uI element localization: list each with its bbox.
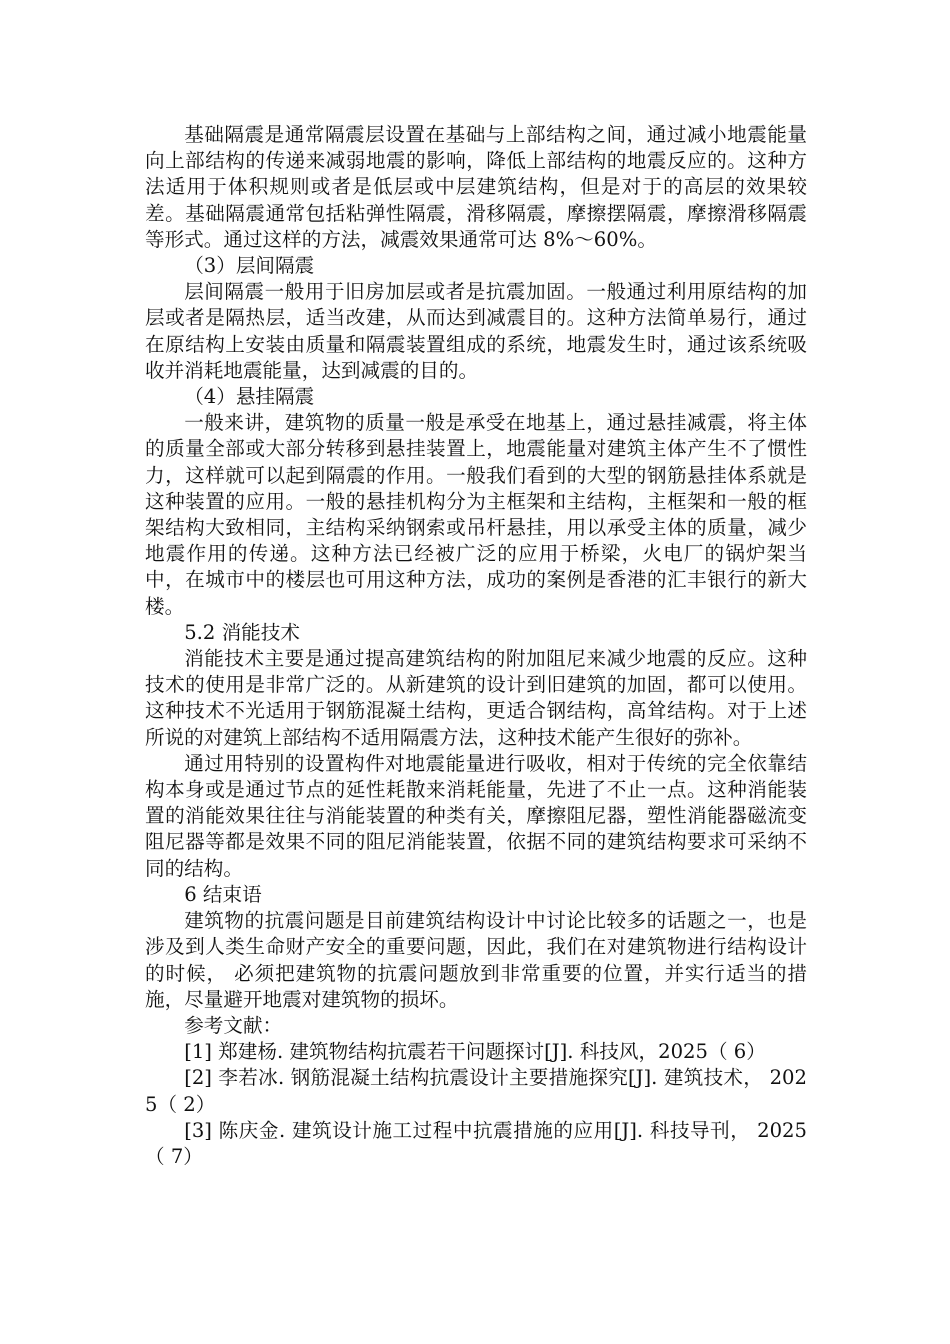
reference-item-1: [1] 郑建杨. 建筑物结构抗震若干问题探讨[J]. 科技风，2025（ 6） (184, 1040, 766, 1064)
reference-item-2: [2] 李若冰. 钢筋混凝土结构抗震设计主要措施探究[J]. 建筑技术， 2025（ 2） (145, 1066, 807, 1116)
paragraph-base-isolation: 基础隔震是通常隔震层设置在基础与上部结构之间，通过减小地震能量向上部结构的传递来减弱地震的影响，降低上部结构的地震反应的。这种方法适用于体积规则或者是低层或中层建筑结构，但是对于的高层的效果较差。基础隔震通常包括粘弹性隔震，滑移隔震，摩擦摆隔震，摩擦滑移隔震等形式。通过这样的方法，减震效果通常可达 8%～60%。 (145, 123, 807, 251)
reference-item-3: [3] 陈庆金. 建筑设计施工过程中抗震措施的应用[J]. 科技导刊， 2025（ 7） (145, 1118, 807, 1168)
heading-interstory-isolation: （3）层间隔震 (184, 254, 315, 278)
paragraph-suspension-isolation: 一般来讲，建筑物的质量一般是承受在地基上，通过悬挂减震，将主体的质量全部或大部分转移到悬挂装置上，地震能量对建筑主体产生不了惯性力，这样就可以起到隔震的作用。一般我们看到的大型的钢筋悬挂体系就是这种装置的应用。一般的悬挂机构分为主框架和主结构，主框架和一般的框架结构大致相同，主结构采纳钢索或吊杆悬挂，用以承受主体的质量，减少地震作用的传递。这种方法已经被广泛的应用于桥梁，火电厂的锅炉架当中，在城市中的楼层也可用这种方法，成功的案例是香港的汇丰银行的新大楼。 (145, 411, 807, 618)
paragraph-conclusion: 建筑物的抗震问题是目前建筑结构设计中讨论比较多的话题之一，也是涉及到人类生命财产安全的重要问题，因此，我们在对建筑物进行结构设计的时候， 必须把建筑物的抗震问题放到非常重要的位置，并实行适当的措施，尽量避开地震对建筑物的损坏。 (145, 909, 807, 1011)
heading-references: 参考文献： (184, 1013, 283, 1037)
paragraph-energy-dissipation-2: 通过用特别的设置构件对地震能量进行吸收，相对于传统的完全依靠结构本身或是通过节点的延性耗散来消耗能量，先进了不止一点。这种消能装置的消能效果往往与消能装置的种类有关，摩擦阻尼器，塑性消能器磁流变阻尼器等都是效果不同的阻尼消能装置，依据不同的建筑结构要求可采纳不同的结构。 (145, 751, 807, 880)
paragraph-interstory-isolation: 层间隔震一般用于旧房加层或者是抗震加固。一般通过利用原结构的加层或者是隔热层，适当改建，从而达到减震目的。这种方法简单易行，通过在原结构上安装由质量和隔震装置组成的系统，地震发生时，通过该系统吸收并消耗地震能量，达到减震的目的。 (145, 280, 807, 382)
paragraph-energy-dissipation-1: 消能技术主要是通过提高建筑结构的附加阻尼来减少地震的反应。这种技术的使用是非常广泛的。从新建筑的设计到旧建筑的加固，都可以使用。这种技术不光适用于钢筋混凝土结构，更适合钢结构，高耸结构。对于上述所说的对建筑上部结构不适用隔震方法，这种技术能产生很好的弥补。 (145, 647, 807, 749)
heading-conclusion: 6 结束语 (184, 882, 262, 906)
heading-energy-dissipation: 5.2 消能技术 (184, 620, 300, 644)
heading-suspension-isolation: （4）悬挂隔震 (184, 385, 315, 409)
document-body (145, 122, 807, 1170)
